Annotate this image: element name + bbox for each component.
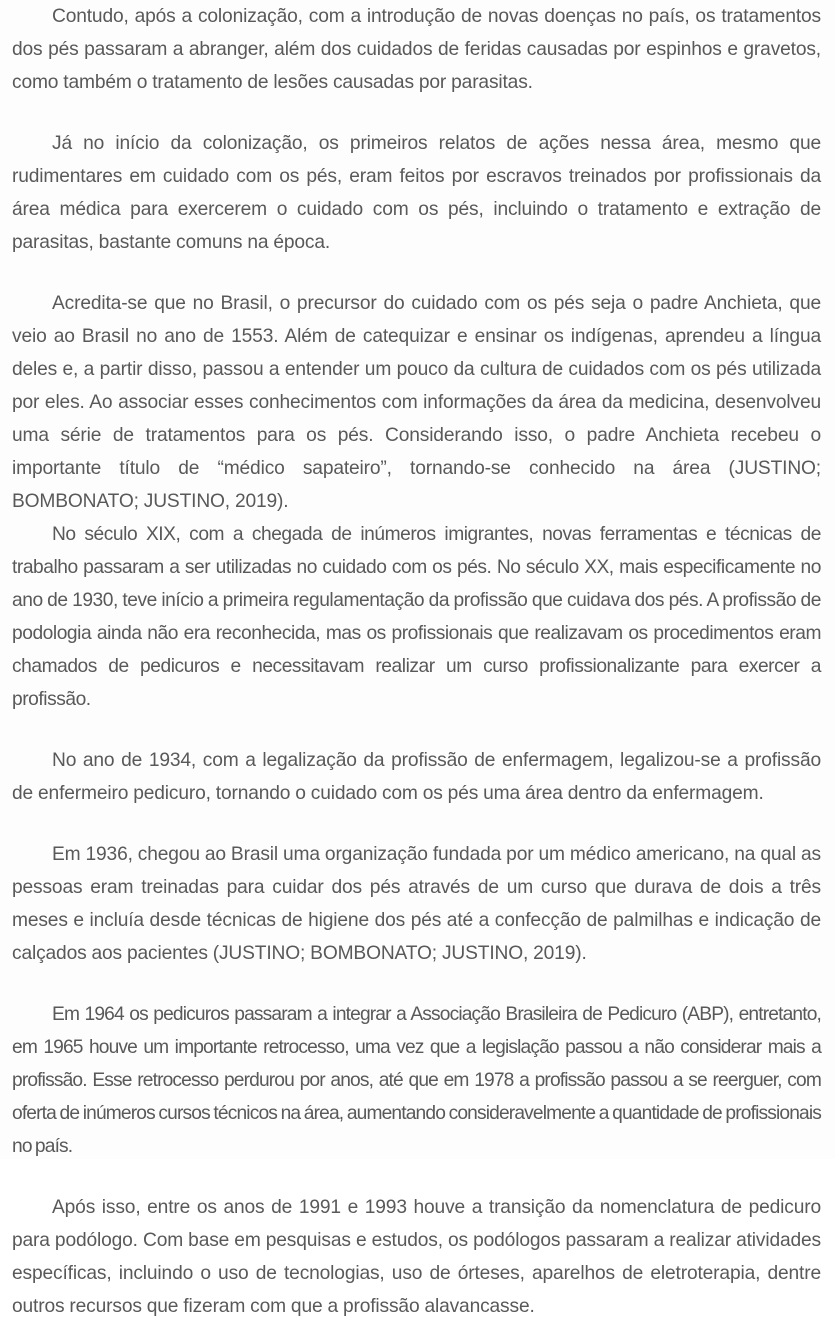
paragraph-4: No século XIX, com a chegada de inúmeros imigrantes, novas ferramentas e técnicas de trabalho passaram a ser utilizadas no cuidado com os pés. No século XX, mais especificamente no ano de 1930, teve início a primeira regulamentação da profissão que cuidava dos pés. A profissão de podologia ainda não era reconhecida, mas os profissionais que realizavam os procedimentos eram chamados de pedicuros e necessitavam realizar um curso profissionalizante para exercer a profissão. (12, 524, 821, 710)
paragraph-7: Em 1964 os pedicuros passaram a integrar a Associação Brasileira de Pedicuro (ABP), entretanto, em 1965 houve um importante retrocesso, uma vez que a legislação passou a não considerar mais a profissão. Esse retrocesso perdurou por anos, até que em 1978 a profissão passou a se reerguer, com oferta de inúmeros cursos técnicos na área, aumentando consideravelmente a quantidade de profissionais no país. (12, 1004, 821, 1157)
paragraph-2: Já no início da colonização, os primeiros relatos de ações nessa área, mesmo que rudimentares em cuidado com os pés, eram feitos por escravos treinados por profissionais da área médica para exercerem o cuidado com os pés, incluindo o tratamento e extração de parasitas, bastante comuns na época. (12, 133, 821, 253)
paragraph-6: Em 1936, chegou ao Brasil uma organização fundada por um médico americano, na qual as pessoas eram treinadas para cuidar dos pés através de um curso que durava de dois a três meses e incluía desde técnicas de higiene dos pés até a confecção de palmilhas e indicação de calçados aos pacientes (JUSTINO; BOMBONATO; JUSTINO, 2019). (12, 844, 821, 964)
paragraph-8: Após isso, entre os anos de 1991 e 1993 houve a transição da nomenclatura de pedicuro para podólogo. Com base em pesquisas e estudos, os podólogos passaram a realizar atividades específicas, incluindo o uso de tecnologias, uso de órteses, aparelhos de eletroterapia, dentre outros recursos que fizeram com que a profissão alavancasse. (12, 1197, 821, 1317)
paragraph-5: No ano de 1934, com a legalização da profissão de enfermagem, legalizou-se a profissão de enfermeiro pedicuro, tornando o cuidado com os pés uma área dentro da enfermagem. (12, 750, 821, 804)
paragraph-1: Contudo, após a colonização, com a introdução de novas doenças no país, os tratamentos dos pés passaram a abranger, além dos cuidados de feridas causadas por espinhos e gravetos, como também o tratamento de lesões causadas por parasitas. (12, 6, 821, 93)
paragraph-3: Acredita-se que no Brasil, o precursor do cuidado com os pés seja o padre Anchieta, que veio ao Brasil no ano de 1553. Além de catequizar e ensinar os indígenas, aprendeu a língua deles e, a partir disso, passou a entender um pouco da cultura de cuidados com os pés utilizada por eles. Ao associar esses conhecimentos com informações da área da medicina, desenvolveu uma série de tratamentos para os pés. Considerando isso, o padre Anchieta recebeu o importante título de “médico sapateiro”, tornando-se conhecido na área (JUSTINO; BOMBONATO; JUSTINO, 2019). (12, 293, 821, 512)
document-body (12, 0, 821, 1323)
